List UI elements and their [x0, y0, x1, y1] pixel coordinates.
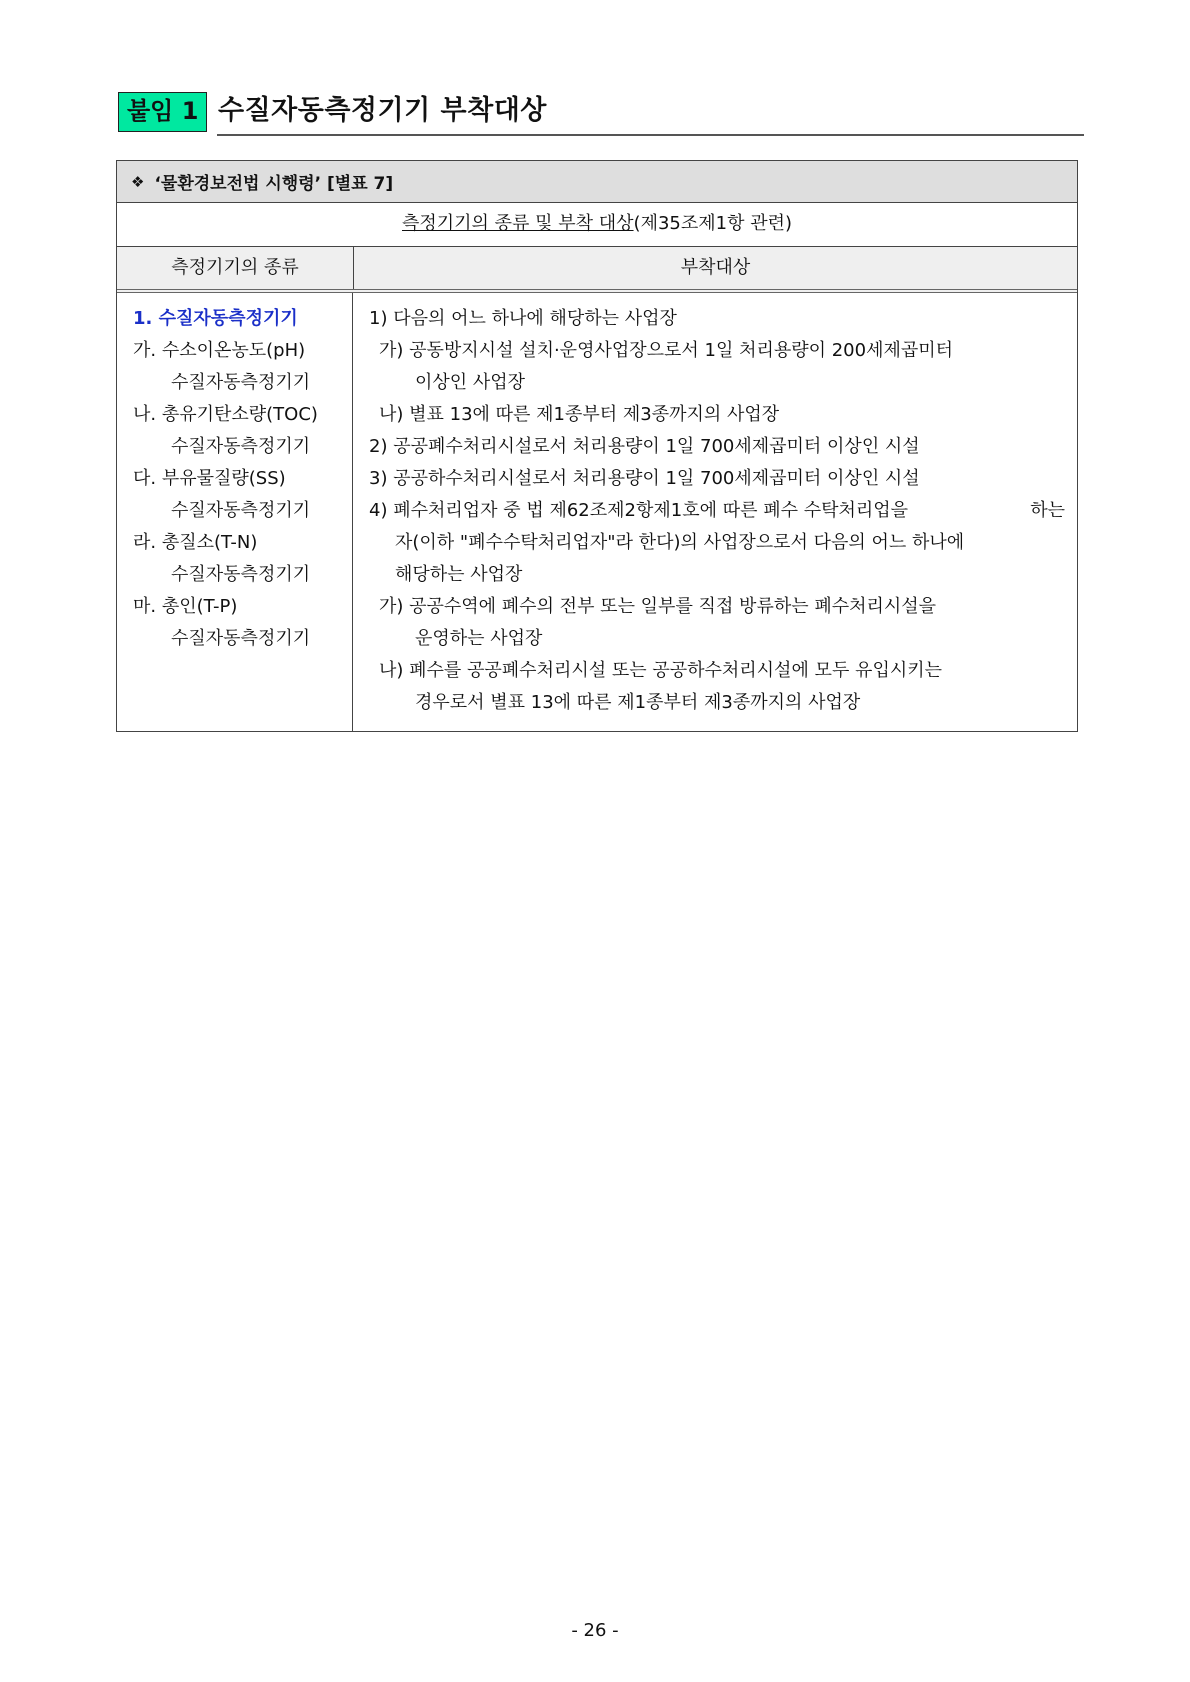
diamond-bullet-icon: ❖: [131, 172, 145, 191]
device-type-line: 수질자동측정기기: [171, 436, 311, 457]
page-heading: [118, 88, 1084, 136]
attachment-badge: 붙임 1: [118, 92, 207, 132]
target-line: 나) 폐수를 공공폐수처리시설 또는 공공하수처리시설에 모두 유입시키는: [379, 660, 942, 681]
target-line: 1) 다음의 어느 하나에 해당하는 사업장: [369, 308, 677, 329]
page-title: 수질자동측정기기 부착대상: [218, 95, 547, 126]
target-cell: [353, 293, 1077, 731]
target-line: [369, 495, 1065, 527]
device-type-line: 라. 총질소(T-N): [133, 532, 258, 553]
table-header-row: [117, 247, 1077, 293]
device-type-line: 나. 총유기탄소량(TOC): [133, 404, 318, 425]
device-type-line: 수질자동측정기기: [171, 564, 311, 585]
page-number: - 26 -: [571, 1620, 619, 1641]
target-line: 이상인 사업장: [415, 372, 526, 393]
device-type-line: 수질자동측정기기: [171, 500, 311, 521]
target-line: 2) 공공폐수처리시설로서 처리용량이 1일 700세제곱미터 이상인 시설: [369, 436, 920, 457]
header-target: 부착대상: [680, 257, 751, 278]
caption-reference: (제35조제1항 관련): [633, 213, 792, 234]
target-line: 경우로서 별표 13에 따른 제1종부터 제3종까지의 사업장: [415, 692, 861, 713]
device-type-line: 1. 수질자동측정기기: [133, 308, 298, 329]
device-type-line: 수질자동측정기기: [171, 628, 311, 649]
device-type-line: 다. 부유물질량(SS): [133, 468, 286, 489]
target-line: 운영하는 사업장: [415, 628, 543, 649]
target-line: 해당하는 사업장: [395, 564, 523, 585]
table-banner: [117, 161, 1077, 203]
target-line: 가) 공공수역에 폐수의 전부 또는 일부를 직접 방류하는 폐수처리시설을: [379, 596, 937, 617]
table-caption: [117, 203, 1077, 247]
regulation-table: [116, 160, 1078, 732]
device-type-line: 수질자동측정기기: [171, 372, 311, 393]
target-line-tail: 하는: [1030, 500, 1065, 521]
device-type-line: 가. 수소이온농도(pH): [133, 340, 306, 361]
device-type-cell: [117, 293, 353, 731]
caption-underlined: 측정기기의 종류 및 부착 대상: [402, 213, 634, 234]
target-line: 3) 공공하수처리시설로서 처리용량이 1일 700세제곱미터 이상인 시설: [369, 468, 920, 489]
heading-underline: [217, 134, 1084, 136]
target-line: 나) 별표 13에 따른 제1종부터 제3종까지의 사업장: [379, 404, 780, 425]
target-line: 가) 공동방지시설 설치·운영사업장으로서 1일 처리용량이 200세제곱미터: [379, 340, 954, 361]
banner-text: ‘물환경보전법 시행령’ [별표 7]: [154, 174, 394, 194]
target-line-text: 4) 폐수처리업자 중 법 제62조제2항제1호에 따른 폐수 수탁처리업을: [369, 500, 909, 521]
header-device-type: 측정기기의 종류: [117, 247, 354, 289]
target-line: 자(이하 "폐수수탁처리업자"라 한다)의 사업장으로서 다음의 어느 하나에: [395, 532, 965, 553]
device-type-line: 마. 총인(T-P): [133, 596, 238, 617]
table-body-row: [117, 293, 1077, 731]
